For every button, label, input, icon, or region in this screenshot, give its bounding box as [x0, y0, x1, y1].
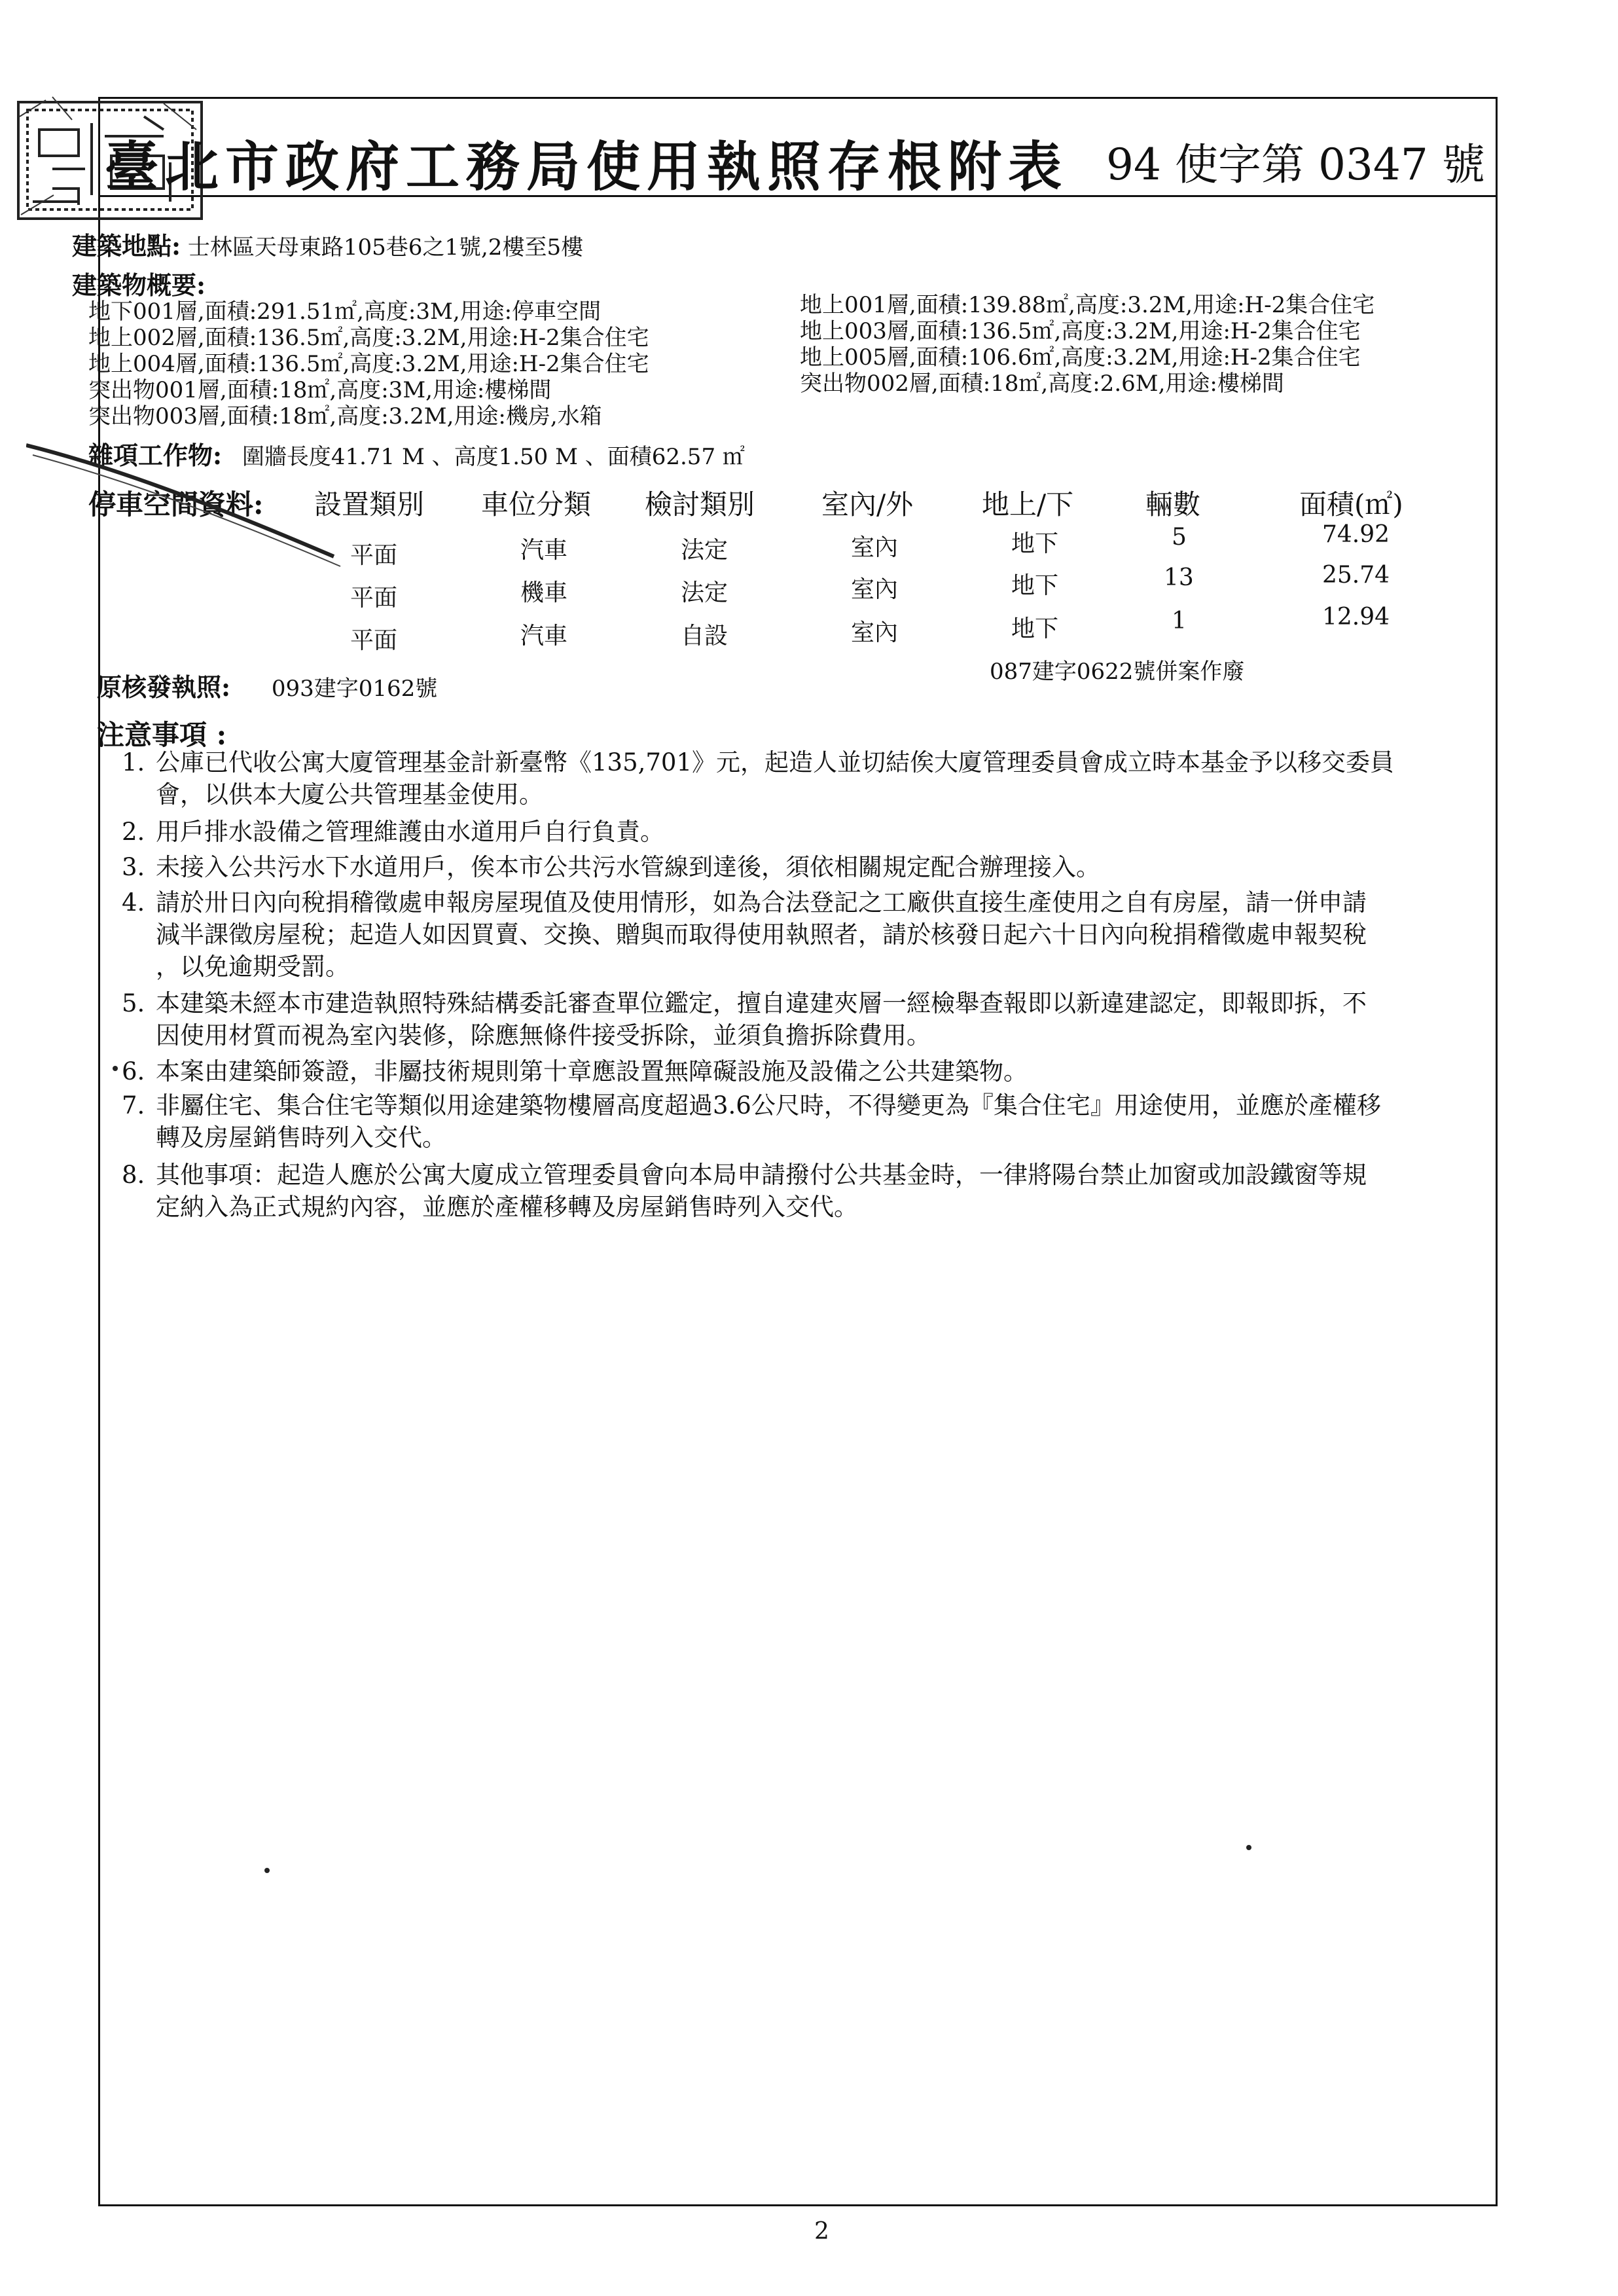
note-line: 因使用材質而視為室內裝修，除應無條件接受拆除，並須負擔拆除費用。	[156, 1021, 931, 1049]
note-line: 公庫已代收公寓大廈管理基金計新臺幣《135,701》元，起造人並切結俟大廈管理委員會成立時本基金予以移交委員	[156, 748, 1395, 776]
original-permit-label: 原核發執照:	[97, 672, 231, 702]
note-line: 未接入公共污水下水道用戶，俟本市公共污水管線到達後，須依相關規定配合辦理接入。	[156, 853, 1100, 881]
parking-cell: 12.94	[1322, 604, 1390, 630]
site-address: 士林區天母東路105巷6之1號,2樓至5樓	[187, 234, 584, 261]
note-line: 本案由建築師簽證，非屬技術規則第十章應設置無障礙設施及設備之公共建築物。	[156, 1057, 1028, 1085]
parking-cell: 74.92	[1322, 521, 1390, 548]
note-number: 3.	[122, 853, 145, 881]
floor-right-1: 地上001層,面積:139.88㎡,高度:3.2M,用途:H-2集合住宅	[800, 292, 1375, 318]
original-permit-note: 087建字0622號併案作廢	[990, 659, 1245, 685]
floor-right-3: 地上005層,面積:106.6㎡,高度:3.2M,用途:H-2集合住宅	[800, 344, 1361, 371]
site-label: 建築地點:	[72, 231, 181, 261]
scan-speck	[1246, 1845, 1251, 1850]
scan-scratch-mark	[26, 419, 367, 589]
note-line: 請於卅日內向稅捐稽徵處申報房屋現值及使用情形，如為合法登記之工廠供直接生產使用之自有房屋，請一併申請	[156, 888, 1367, 917]
note-line: 轉及房屋銷售時列入交代。	[156, 1123, 446, 1152]
note-number: 7.	[122, 1091, 145, 1120]
note-line: 減半課徵房屋稅；起造人如因買賣、交換、贈與而取得使用執照者，請於核發日起六十日內向稅捐稽徵處申報契稅	[156, 920, 1367, 949]
parking-cell: 自設	[681, 623, 728, 649]
parking-cell: 汽車	[520, 623, 568, 649]
parking-cell: 平面	[350, 542, 398, 569]
note-item-5	[122, 987, 1529, 1051]
parking-cell: 室內	[851, 619, 899, 646]
parking-cell: 平面	[350, 585, 398, 611]
notes-heading: 注意事項 :	[97, 719, 227, 751]
floor-left-3: 地上004層,面積:136.5㎡,高度:3.2M,用途:H-2集合住宅	[88, 351, 649, 377]
scan-speck	[113, 1066, 118, 1071]
parking-header-review: 檢討類別	[645, 488, 755, 520]
note-number: 8.	[122, 1161, 145, 1189]
floor-left-1: 地下001層,面積:291.51㎡,高度:3M,用途:停車空間	[88, 299, 602, 325]
note-number: 1.	[122, 748, 145, 776]
scan-speck	[264, 1868, 270, 1873]
note-item-8	[122, 1159, 1529, 1223]
parking-header-type: 設置類別	[314, 488, 425, 520]
floor-left-2: 地上002層,面積:136.5㎡,高度:3.2M,用途:H-2集合住宅	[88, 325, 649, 351]
floor-right-2: 地上003層,面積:136.5㎡,高度:3.2M,用途:H-2集合住宅	[800, 318, 1361, 344]
overview-label: 建築物概要:	[72, 270, 206, 300]
misc-work-value: 圍牆長度41.71 M 、高度1.50 M 、面積62.57 ㎡	[242, 444, 745, 470]
parking-cell: 地下	[1011, 615, 1059, 642]
parking-cell: 地下	[1011, 530, 1059, 557]
original-permit-row	[97, 672, 438, 702]
parking-cell: 1	[1172, 608, 1187, 634]
note-item-4	[122, 886, 1529, 983]
note-number: 4.	[122, 888, 145, 917]
parking-header-count: 輛數	[1145, 488, 1201, 520]
document-title: 臺北市政府工務局使用執照存根附表	[105, 136, 1069, 198]
floor-left-5: 突出物003層,面積:18㎡,高度:3.2M,用途:機房,水箱	[88, 403, 602, 429]
floor-left-4: 突出物001層,面積:18㎡,高度:3M,用途:樓梯間	[88, 377, 552, 403]
note-line: 其他事項：起造人應於公寓大廈成立管理委員會向本局申請撥付公共基金時，一律將陽台禁止加窗或加設鐵窗等規	[156, 1161, 1367, 1189]
note-number: 6.	[122, 1057, 145, 1085]
parking-header-indoor: 室內/外	[821, 488, 914, 520]
note-line: 非屬住宅、集合住宅等類似用途建築物樓層高度超過3.6公尺時，不得變更為『集合住宅』用途使用，並應於產權移	[156, 1091, 1381, 1120]
note-item-6	[122, 1055, 1529, 1087]
parking-cell: 法定	[681, 537, 728, 564]
note-line: 會，以供本大廈公共管理基金使用。	[156, 780, 543, 809]
parking-header-level: 地上/下	[982, 488, 1074, 520]
note-item-1	[122, 746, 1529, 811]
note-number: 5.	[122, 989, 145, 1017]
misc-work-label: 雜項工作物:	[88, 441, 223, 470]
parking-cell: 機車	[520, 579, 568, 606]
permit-number: 94 使字第 0347 號	[1106, 139, 1485, 190]
note-item-2	[122, 816, 1529, 848]
parking-cell: 室內	[851, 534, 899, 561]
parking-cell: 13	[1164, 564, 1194, 591]
note-line: ，以免逾期受罰。	[156, 953, 350, 981]
note-item-3	[122, 851, 1529, 883]
parking-cell: 法定	[681, 579, 728, 606]
floor-right-4: 突出物002層,面積:18㎡,高度:2.6M,用途:樓梯間	[800, 371, 1284, 397]
note-item-7	[122, 1089, 1529, 1154]
site-row	[72, 231, 584, 261]
note-line: 本建築未經本市建造執照特殊結構委託審查單位鑑定，擅自違建夾層一經檢舉查報即以新違建認定，即報即拆，不	[156, 989, 1367, 1017]
parking-cell: 平面	[350, 627, 398, 654]
note-line: 定納入為正式規約內容，並應於產權移轉及房屋銷售時列入交代。	[156, 1193, 858, 1221]
parking-cell: 25.74	[1322, 562, 1390, 589]
parking-header-category: 車位分類	[481, 488, 592, 520]
note-number: 2.	[122, 818, 145, 846]
page-number: 2	[814, 2218, 829, 2245]
parking-header-area: 面積(㎡)	[1299, 488, 1403, 520]
parking-cell: 5	[1172, 524, 1187, 551]
parking-label: 停車空間資料:	[88, 488, 264, 520]
parking-cell: 汽車	[520, 537, 568, 564]
note-line: 用戶排水設備之管理維護由水道用戶自行負責。	[156, 818, 664, 846]
original-permit-value: 093建字0162號	[271, 676, 438, 702]
parking-cell: 地下	[1011, 572, 1059, 599]
parking-cell: 室內	[851, 576, 899, 603]
